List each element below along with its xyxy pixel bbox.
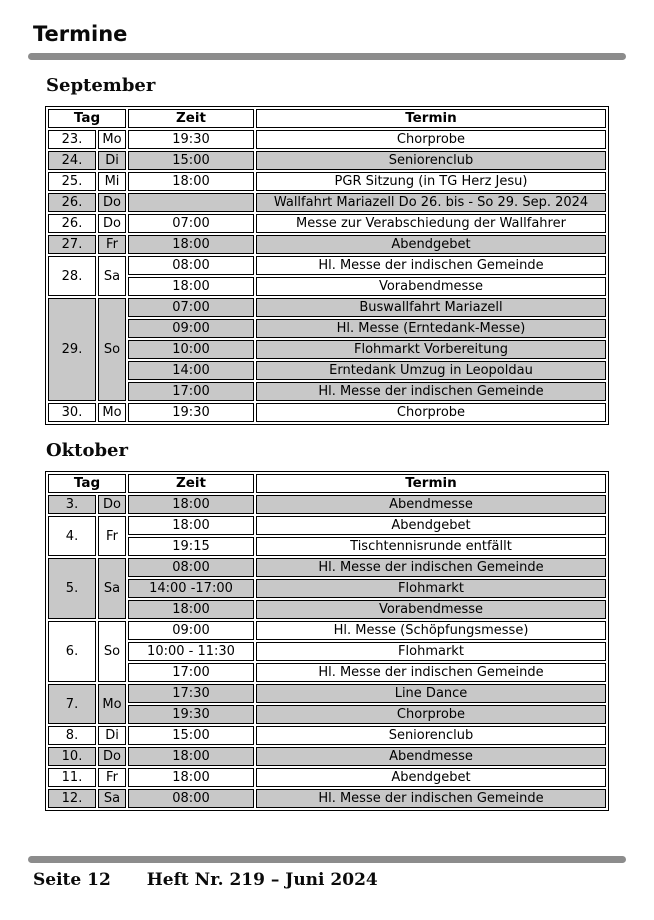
time-cell: 18:00 [128, 747, 254, 766]
time-cell: 17:30 [128, 684, 254, 703]
title-divider [28, 53, 626, 60]
day-cell: 11. [48, 768, 96, 787]
termin-cell: Abendgebet [256, 768, 606, 787]
termin-cell: Messe zur Verabschiedung der Wallfahrer [256, 214, 606, 233]
time-cell: 18:00 [128, 516, 254, 535]
table-row [48, 151, 606, 170]
table-row [48, 382, 606, 401]
col-header-tag: Tag [48, 109, 126, 128]
weekday-cell: Mo [98, 130, 126, 149]
page-title: Termine [33, 22, 128, 46]
time-cell: 17:00 [128, 382, 254, 401]
table-row [48, 726, 606, 745]
termin-cell: Abendmesse [256, 495, 606, 514]
table-row [48, 684, 606, 703]
weekday-cell: Do [98, 214, 126, 233]
termin-cell: Line Dance [256, 684, 606, 703]
day-cell: 28. [48, 256, 96, 296]
month-heading: September [46, 75, 156, 96]
termin-cell: Hl. Messe der indischen Gemeinde [256, 382, 606, 401]
time-cell: 19:30 [128, 403, 254, 422]
schedule-table [45, 471, 609, 811]
termin-cell: PGR Sitzung (in TG Herz Jesu) [256, 172, 606, 191]
termin-cell: Hl. Messe der indischen Gemeinde [256, 663, 606, 682]
time-cell: 18:00 [128, 768, 254, 787]
termin-cell: Hl. Messe der indischen Gemeinde [256, 789, 606, 808]
time-cell: 08:00 [128, 558, 254, 577]
table-row [48, 558, 606, 577]
termin-cell: Tischtennisrunde entfällt [256, 537, 606, 556]
termin-cell: Abendgebet [256, 235, 606, 254]
time-cell: 14:00 -17:00 [128, 579, 254, 598]
time-cell: 18:00 [128, 172, 254, 191]
termin-cell: Chorprobe [256, 705, 606, 724]
table-row [48, 403, 606, 422]
time-cell: 19:30 [128, 705, 254, 724]
table-row [48, 256, 606, 275]
weekday-cell: Sa [98, 789, 126, 808]
weekday-cell: Fr [98, 235, 126, 254]
day-cell: 27. [48, 235, 96, 254]
time-cell [128, 193, 254, 212]
day-cell: 26. [48, 214, 96, 233]
time-cell: 15:00 [128, 726, 254, 745]
weekday-cell: Di [98, 726, 126, 745]
termin-cell: Hl. Messe (Erntedank-Messe) [256, 319, 606, 338]
table-row [48, 642, 606, 661]
time-cell: 07:00 [128, 214, 254, 233]
col-header-zeit: Zeit [128, 474, 254, 493]
table-row [48, 495, 606, 514]
time-cell: 17:00 [128, 663, 254, 682]
table-row [48, 768, 606, 787]
weekday-cell: Do [98, 495, 126, 514]
time-cell: 10:00 - 11:30 [128, 642, 254, 661]
time-cell: 09:00 [128, 319, 254, 338]
table-row [48, 789, 606, 808]
time-cell: 07:00 [128, 298, 254, 317]
day-cell: 30. [48, 403, 96, 422]
termin-cell: Flohmarkt [256, 642, 606, 661]
day-cell: 3. [48, 495, 96, 514]
termin-cell: Vorabendmesse [256, 277, 606, 296]
day-cell: 5. [48, 558, 96, 619]
time-cell: 19:15 [128, 537, 254, 556]
time-cell: 09:00 [128, 621, 254, 640]
table-header-row [48, 109, 606, 128]
footer-divider [28, 856, 626, 863]
termin-cell: Flohmarkt [256, 579, 606, 598]
day-cell: 25. [48, 172, 96, 191]
time-cell: 15:00 [128, 151, 254, 170]
month-heading: Oktober [46, 440, 128, 461]
time-cell: 18:00 [128, 600, 254, 619]
time-cell: 19:30 [128, 130, 254, 149]
table-header-row [48, 474, 606, 493]
time-cell: 08:00 [128, 256, 254, 275]
col-header-termin: Termin [256, 109, 606, 128]
table-row [48, 340, 606, 359]
termin-cell: Seniorenclub [256, 726, 606, 745]
time-cell: 18:00 [128, 277, 254, 296]
schedule-sections [28, 75, 626, 811]
table-row [48, 516, 606, 535]
day-cell: 23. [48, 130, 96, 149]
weekday-cell: Mi [98, 172, 126, 191]
termin-cell: Wallfahrt Mariazell Do 26. bis - So 29. Sep. 2024 [256, 193, 606, 212]
table-row [48, 579, 606, 598]
day-cell: 10. [48, 747, 96, 766]
table-row [48, 705, 606, 724]
footer-page-number: Seite 12 [33, 870, 111, 890]
day-cell: 24. [48, 151, 96, 170]
time-cell: 18:00 [128, 495, 254, 514]
day-cell: 7. [48, 684, 96, 724]
weekday-cell: Mo [98, 684, 126, 724]
table-row [48, 663, 606, 682]
weekday-cell: Mo [98, 403, 126, 422]
page-footer [33, 870, 378, 890]
col-header-zeit: Zeit [128, 109, 254, 128]
time-cell: 10:00 [128, 340, 254, 359]
day-cell: 6. [48, 621, 96, 682]
termin-cell: Chorprobe [256, 130, 606, 149]
day-cell: 29. [48, 298, 96, 401]
month-section [28, 440, 626, 811]
weekday-cell: So [98, 298, 126, 401]
termin-cell: Vorabendmesse [256, 600, 606, 619]
weekday-cell: So [98, 621, 126, 682]
termin-cell: Abendgebet [256, 516, 606, 535]
table-row [48, 277, 606, 296]
table-row [48, 537, 606, 556]
weekday-cell: Fr [98, 516, 126, 556]
footer-issue-label: Heft Nr. 219 – Juni 2024 [146, 870, 378, 890]
weekday-cell: Do [98, 747, 126, 766]
day-cell: 8. [48, 726, 96, 745]
termin-cell: Flohmarkt Vorbereitung [256, 340, 606, 359]
day-cell: 26. [48, 193, 96, 212]
time-cell: 14:00 [128, 361, 254, 380]
termin-cell: Hl. Messe der indischen Gemeinde [256, 256, 606, 275]
table-row [48, 319, 606, 338]
time-cell: 08:00 [128, 789, 254, 808]
termin-cell: Abendmesse [256, 747, 606, 766]
time-cell: 18:00 [128, 235, 254, 254]
table-row [48, 214, 606, 233]
termin-cell: Erntedank Umzug in Leopoldau [256, 361, 606, 380]
table-row [48, 600, 606, 619]
table-row [48, 361, 606, 380]
table-row [48, 747, 606, 766]
day-cell: 12. [48, 789, 96, 808]
col-header-tag: Tag [48, 474, 126, 493]
day-cell: 4. [48, 516, 96, 556]
table-row [48, 621, 606, 640]
table-row [48, 235, 606, 254]
table-row [48, 193, 606, 212]
table-row [48, 130, 606, 149]
month-section [28, 75, 626, 425]
weekday-cell: Fr [98, 768, 126, 787]
termin-cell: Hl. Messe der indischen Gemeinde [256, 558, 606, 577]
weekday-cell: Di [98, 151, 126, 170]
table-row [48, 172, 606, 191]
termin-cell: Buswallfahrt Mariazell [256, 298, 606, 317]
weekday-cell: Sa [98, 256, 126, 296]
termin-cell: Hl. Messe (Schöpfungsmesse) [256, 621, 606, 640]
table-row [48, 298, 606, 317]
termin-cell: Seniorenclub [256, 151, 606, 170]
weekday-cell: Sa [98, 558, 126, 619]
col-header-termin: Termin [256, 474, 606, 493]
termin-cell: Chorprobe [256, 403, 606, 422]
schedule-table [45, 106, 609, 425]
weekday-cell: Do [98, 193, 126, 212]
